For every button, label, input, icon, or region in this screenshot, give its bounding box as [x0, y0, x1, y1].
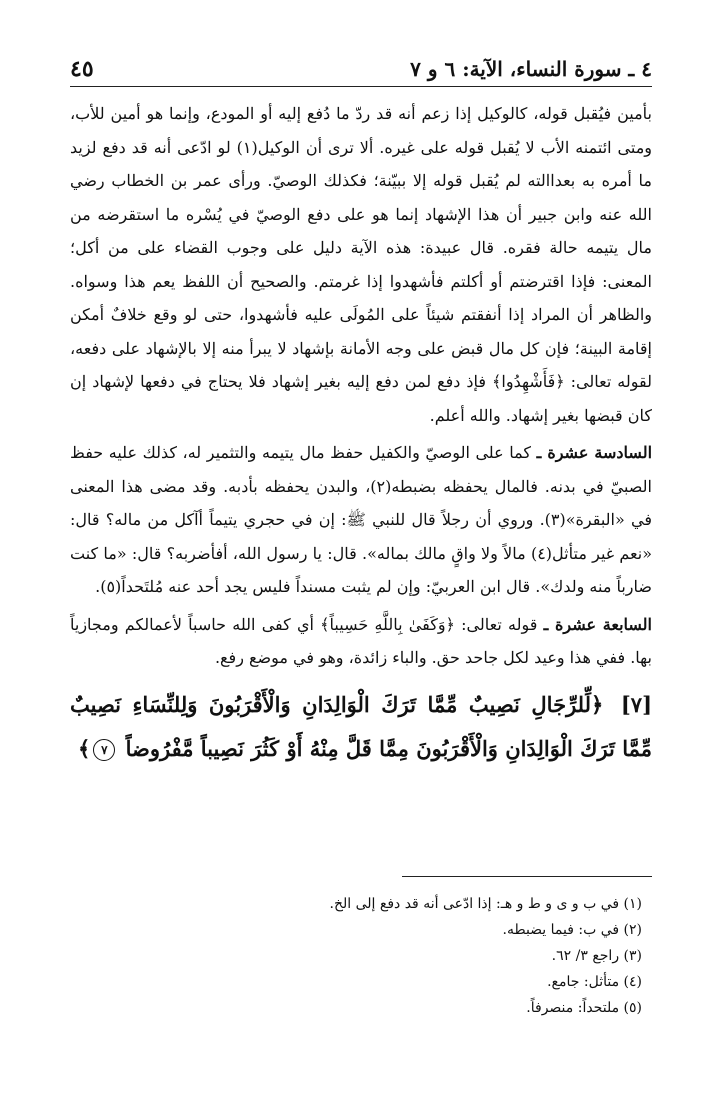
- footnote-2: (٢) في ب: فيما يضبطه.: [502, 922, 642, 938]
- paragraph-commentary: بأمين فيُقبل قوله، كالوكيل إذا زعم أنه قد ردّ ما دُفع إليه أو المودع، وإنما هو أمين للأب، ومتى ائتمنه الأب لا يُقبل قوله على غيره. ألا ترى أن الوكيل(١) لو ادّعى أنه قد دفع لزيد ما أمره به بعداالته لم يُقبل قوله إلا ببيّنة؛ فكذلك الوصيّ. ورأى عمر بن الخطاب رضي الله عنه وابن جبير أن هذا الإشهاد إنما هو على دفع الوصيّ في يُسْره ما استقرضه من مال يتيمه حالة فقره. قال عبيدة: هذه الآية دليل على وجوب القضاء على من أكل؛ المعنى: فإذا اقترضتم أو أكلتم فأشهدوا إذا غرمتم. والصحيح أن اللفظ يعم هذا وسواه. والظاهر أن المراد إذا أنفقتم شيئاً على المُولَى عليه فأشهدوا، حتى لو وقع خلافٌ أمكن إقامة البينة؛ فإن كل مال قبض على وجه الأمانة بإشهاد لا يبرأ منه إلا بالإشهاد على دفعه، لقوله تعالى: ﴿فَأَشْهِدُوا﴾ فإذ دفع لمن دفع إليه بغير إشهاد فلا يحتاج في دفعها لإشهاد إن كان قبضها بغير إشهاد. والله أعلم.: [70, 104, 652, 425]
- running-title: ٤ ـ سورة النساء، الآية: ٦ و ٧: [410, 57, 652, 81]
- verse-number: [٧]: [620, 691, 653, 717]
- main-text: [70, 97, 652, 771]
- footnotes: [70, 876, 652, 1021]
- verse-end-marker-icon: ٧: [93, 739, 115, 761]
- section-sixteenth: [70, 436, 652, 604]
- verse-close-bracket: ﴾: [78, 735, 91, 761]
- footnote-5: (٥) ملتحداً: منصرفاً.: [526, 1000, 642, 1016]
- verse-text: ﴿لِّلرِّجَالِ نَصِيبٌ مِّمَّا تَرَكَ الْوَالِدَانِ وَالْأَقْرَبُونَ وَلِلنِّسَاءِ نَصِيبٌ مِّمَّا تَرَكَ الْوَالِدَانِ وَالْأَقْرَبُونَ مِمَّا قَلَّ مِنْهُ أَوْ كَثُرَ نَصِيباً مَّفْرُوضاً: [70, 691, 652, 761]
- page-number: ٤٥: [70, 56, 94, 82]
- quran-verse: [70, 683, 652, 771]
- section-seventeenth: [70, 608, 652, 675]
- footnote-4: (٤) متأثل: جامع.: [547, 974, 642, 990]
- footnote-1: (١) في ب و ى و ط و هـ: إذا ادّعى أنه قد دفع إلى الخ.: [329, 896, 642, 912]
- section-label: السادسة عشرة ـ: [536, 443, 653, 462]
- section-text: كما على الوصيّ والكفيل حفظ مال يتيمه والتثمير له، كذلك عليه حفظ الصبيّ في بدنه. فالمال يحفظه بضبطه(٢)، والبدن يحفظه بأدبه. وقد مضى هذا المعنى في «البقرة»(٣). وروي أن رجلاً قال للنبي ﷺ: إن في حجري يتيماً أآكل من ماله؟ قال: «نعم غير متأثل(٤) مالاً ولا واقٍ مالك بماله». قال: يا رسول الله، أفأضربه؟ قال: «ما كنت ضارباً منه ولدك». قال ابن العربيّ: وإن لم يثبت مسنداً فليس يجد أحد عنه مُلتَحداً(٥).: [70, 443, 653, 596]
- footnote-divider: [402, 876, 652, 877]
- section-text: قوله تعالى: ﴿وَكَفَىٰ بِاللَّهِ حَسِيباً﴾ أي كفى الله حاسباً لأعمالكم ومجازياً بها. ففي هذا وعيد لكل جاحد حق. والباء زائدة، وهو في موضع رفع.: [70, 614, 652, 667]
- section-label: السابعة عشرة ـ: [543, 614, 653, 634]
- page-header: [70, 52, 652, 87]
- footnote-3: (٣) راجع ٣/ ٦٢.: [551, 948, 642, 964]
